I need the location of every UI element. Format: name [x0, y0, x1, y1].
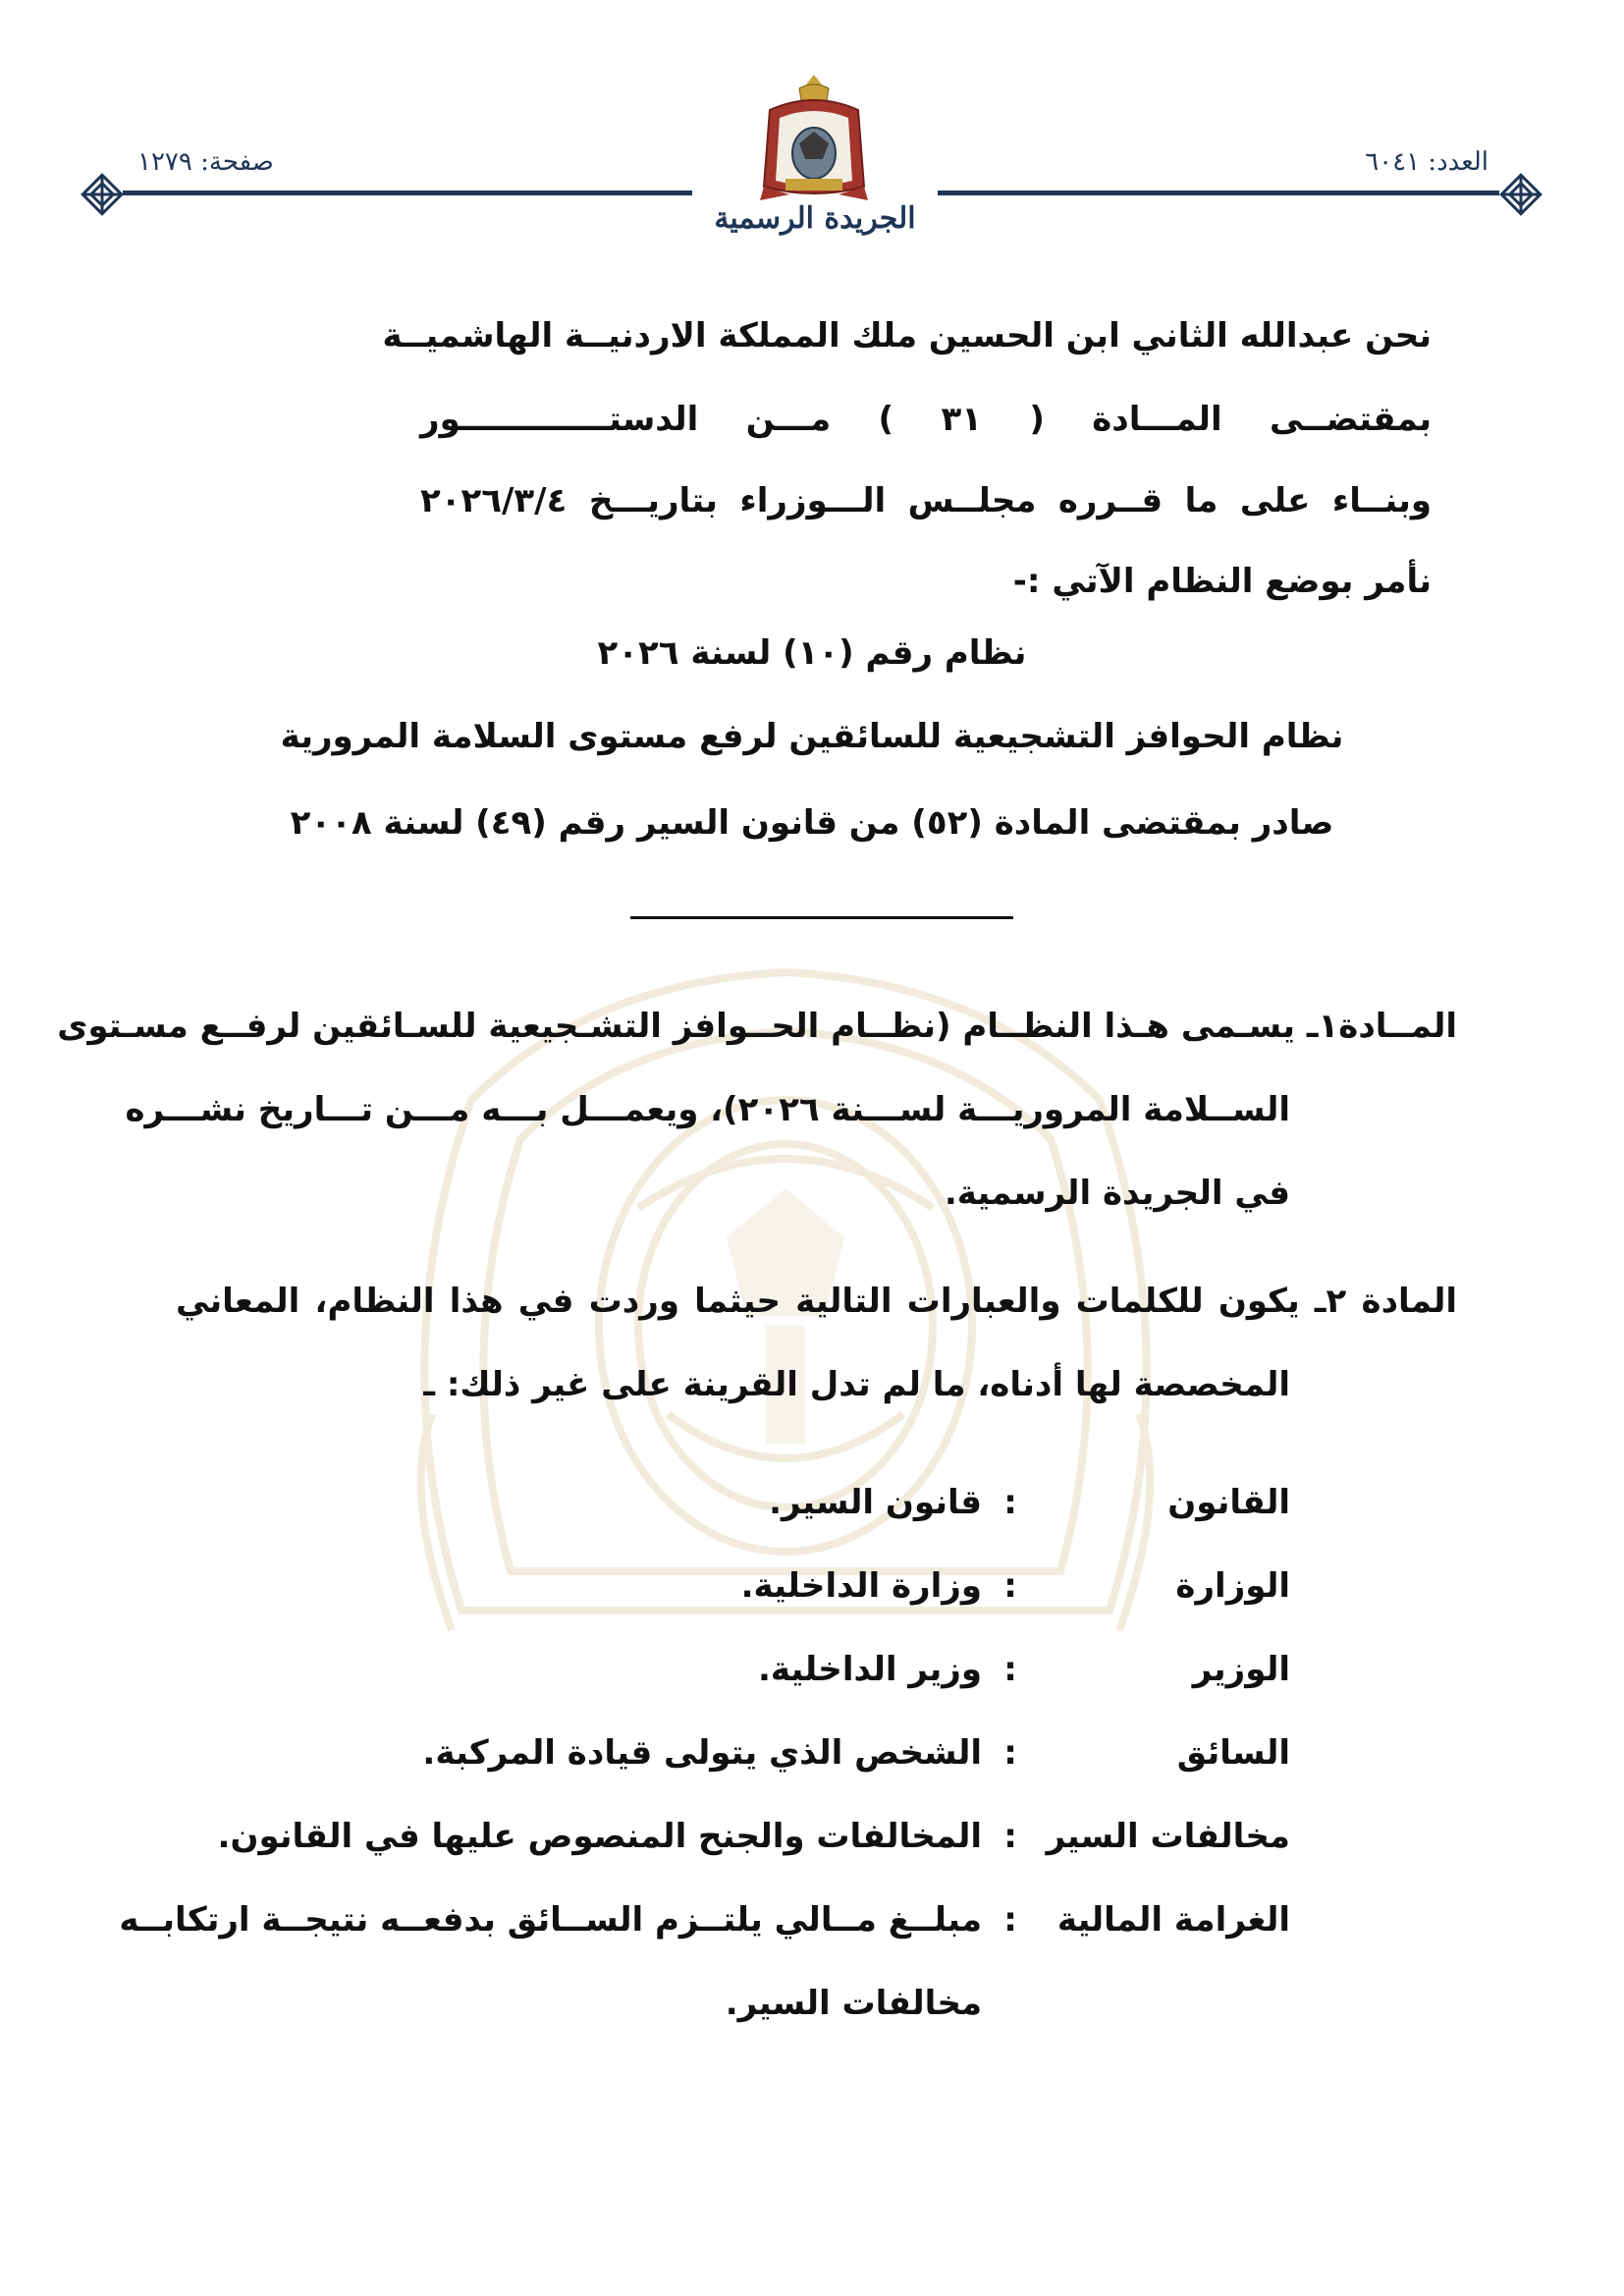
heading-separator: [630, 916, 1013, 919]
article-2-line-1: المادة ٢ـ يكون للكلمات والعبارات التالية حيثما وردت في هذا النظام، المعاني: [176, 1282, 1457, 1321]
article-2-line-2: المخصصة لها أدناه، ما لم تدل القرينة على غير ذلك: ـ: [423, 1365, 1290, 1404]
definition-text: المخالفات والجنح المنصوص عليها في القانون.: [217, 1817, 982, 1856]
preamble-line-2: بمقتضــى المـــادة ( ٣١ ) مـــن الدستـــــــــــــور: [420, 400, 1433, 439]
header-rule-left: [123, 191, 692, 195]
definition-term: مخالفات السير: [1046, 1817, 1290, 1856]
article-1-line-3: في الجريدة الرسمية.: [944, 1174, 1290, 1213]
preamble-line-3: وبنــاء على ما قــرره مجلــس الـــوزراء بتاريـــخ ٢٠٢٦/٣/٤: [420, 481, 1432, 520]
preamble-line-1: نحن عبدالله الثاني ابن الحسين ملك المملكة الاردنيــة الهاشميــة: [382, 316, 1432, 355]
definition-term: الغرامة المالية: [1056, 1900, 1290, 1940]
definition-term: الوزارة: [1175, 1566, 1290, 1606]
definition-text: وزارة الداخلية.: [740, 1566, 982, 1606]
definition-text: قانون السير.: [769, 1483, 982, 1522]
definition-term: السائق: [1176, 1733, 1290, 1773]
definition-colon: :: [1003, 1566, 1017, 1606]
definition-colon: :: [1003, 1733, 1017, 1773]
royal-crest-icon: [756, 71, 872, 206]
ornament-knot-right-icon: [1499, 173, 1543, 216]
preamble-line-4: نأمر بوضع النظام الآتي :-: [1012, 562, 1432, 601]
page-number: صفحة: ١٢٧٩: [137, 147, 274, 177]
definition-colon: :: [1003, 1900, 1017, 1940]
definition-text: مبلــغ مــالي يلتــزم الســائق بدفعــه نتيجــة ارتكابــه: [119, 1900, 982, 1940]
definition-colon: :: [1003, 1650, 1017, 1689]
regulation-name: نظام الحوافز التشجيعية للسائقين لرفع مستوى السلامة المرورية: [280, 717, 1344, 756]
issue-number: العدد: ٦٠٤١: [1365, 147, 1489, 177]
definition-term: القانون: [1167, 1483, 1290, 1522]
regulation-number: نظام رقم (١٠) لسنة ٢٠٢٦: [597, 633, 1027, 673]
definition-colon: :: [1003, 1817, 1017, 1856]
definition-text: وزير الداخلية.: [758, 1650, 982, 1689]
definition-term: الوزير: [1192, 1650, 1290, 1689]
ornament-knot-left-icon: [81, 173, 124, 216]
gazette-title: الجريدة الرسمية: [714, 201, 916, 236]
definition-text: الشخص الذي يتولى قيادة المركبة.: [422, 1733, 982, 1773]
definition-text-continuation: مخالفات السير.: [725, 1984, 982, 2023]
regulation-issued-under: صادر بمقتضى المادة (٥٢) من قانون السير رقم (٤٩) لسنة ٢٠٠٨: [290, 803, 1334, 843]
header-rule-right: [938, 191, 1499, 195]
article-1-line-1: المــادة١ـ يسـمى هـذا النظــام (نظــام الحــوافز التشـجيعية للسـائقين لرفــع مسـتوى: [57, 1007, 1457, 1046]
article-1-line-2: الســلامة المروريـــة لســـنة ٢٠٢٦)، ويعمـــل بـــه مـــن تـــاريخ نشـــره: [125, 1090, 1290, 1129]
definition-colon: :: [1003, 1483, 1017, 1522]
